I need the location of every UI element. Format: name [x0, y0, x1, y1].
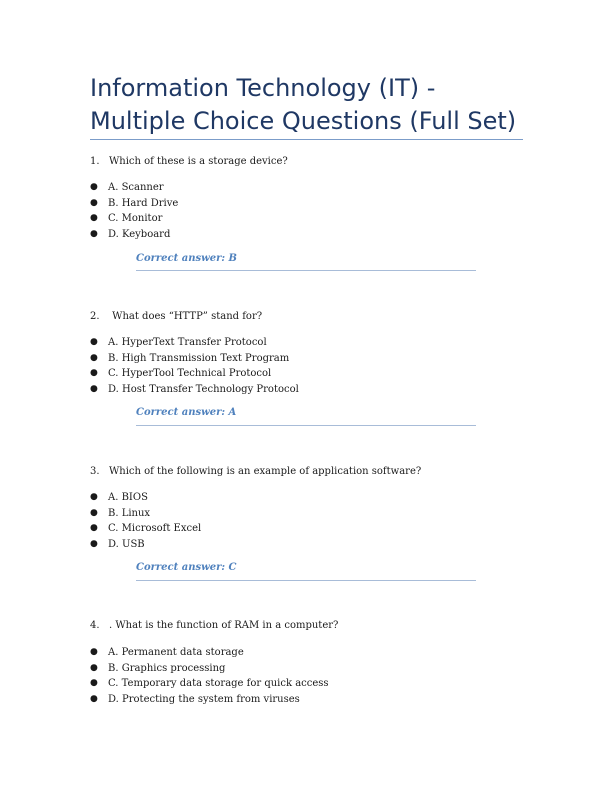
bullet-icon: ●: [90, 647, 98, 657]
option-item: [90, 676, 329, 692]
option-label: B. Graphics processing: [108, 662, 226, 674]
bullet-icon: ●: [90, 337, 98, 347]
option-label: C. Monitor: [108, 213, 163, 224]
correct-answer-2: Correct answer: A: [136, 407, 237, 418]
option-label: B. Hard Drive: [108, 197, 179, 209]
question-number: 4.: [90, 620, 100, 631]
option-label: D. Protecting the system from viruses: [108, 693, 300, 705]
option-label: D. USB: [108, 538, 145, 550]
title-divider: [90, 139, 523, 140]
bullet-icon: ●: [90, 182, 98, 192]
option-item: [90, 211, 178, 227]
option-item: [90, 366, 299, 382]
options-list-2: [90, 335, 299, 397]
option-label: D. Keyboard: [108, 228, 171, 240]
document-title: Information Technology (IT) - Multiple Choice Questions (Full Set): [90, 74, 517, 135]
option-label: A. BIOS: [108, 492, 148, 503]
option-label: A. Permanent data storage: [108, 647, 244, 658]
correct-answer-3: Correct answer: C: [136, 562, 237, 573]
bullet-icon: ●: [90, 383, 98, 394]
option-item: [90, 382, 299, 398]
option-item: [90, 537, 201, 553]
option-label: C. Microsoft Excel: [108, 523, 202, 534]
option-item: [90, 227, 178, 243]
options-list-1: [90, 180, 178, 242]
answer-divider: [136, 425, 476, 426]
question-text: Which of these is a storage device?: [109, 156, 288, 167]
bullet-icon: ●: [90, 197, 98, 208]
bullet-icon: ●: [90, 538, 98, 549]
option-item: [90, 506, 201, 522]
options-list-4: [90, 645, 329, 707]
option-item: [90, 645, 329, 661]
question-3: [90, 465, 421, 479]
question-number: 2.: [90, 311, 100, 322]
bullet-icon: ●: [90, 368, 98, 378]
option-item: [90, 335, 299, 351]
question-2: [90, 310, 262, 324]
option-label: C. Temporary data storage for quick access: [108, 678, 329, 689]
option-item: [90, 351, 299, 367]
option-label: A. HyperText Transfer Protocol: [108, 337, 267, 348]
bullet-icon: ●: [90, 507, 98, 518]
bullet-icon: ●: [90, 678, 98, 688]
bullet-icon: ●: [90, 693, 98, 704]
question-text: Which of the following is an example of application software?: [109, 466, 422, 477]
option-item: [90, 521, 201, 537]
bullet-icon: ●: [90, 352, 98, 363]
bullet-icon: ●: [90, 228, 98, 239]
bullet-icon: ●: [90, 662, 98, 673]
option-label: D. Host Transfer Technology Protocol: [108, 383, 299, 395]
option-label: C. HyperTool Technical Protocol: [108, 368, 272, 379]
correct-answer-1: Correct answer: B: [136, 253, 237, 264]
option-item: [90, 692, 329, 708]
question-1: [90, 155, 288, 169]
question-text: What does “HTTP” stand for?: [109, 311, 263, 322]
options-list-3: [90, 490, 201, 552]
option-item: [90, 180, 178, 196]
question-4: [90, 619, 338, 633]
option-label: B. Linux: [108, 507, 151, 519]
bullet-icon: ●: [90, 213, 98, 223]
answer-divider: [136, 580, 476, 581]
question-number: 3.: [90, 466, 100, 477]
option-item: [90, 661, 329, 677]
option-item: [90, 490, 201, 506]
answer-divider: [136, 270, 476, 271]
option-item: [90, 196, 178, 212]
bullet-icon: ●: [90, 492, 98, 502]
option-label: B. High Transmission Text Program: [108, 352, 290, 364]
option-label: A. Scanner: [108, 182, 164, 193]
bullet-icon: ●: [90, 523, 98, 533]
question-number: 1.: [90, 156, 100, 167]
question-text: . What is the function of RAM in a computer?: [109, 620, 339, 631]
